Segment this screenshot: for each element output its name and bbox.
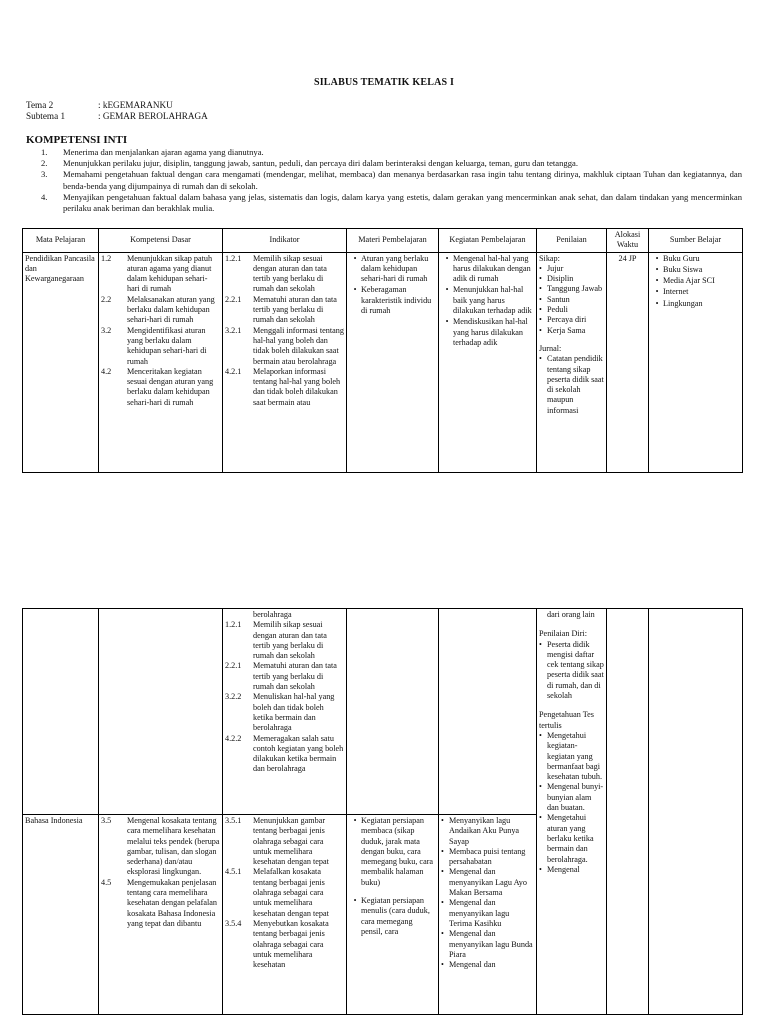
bullet-icon: • <box>539 354 542 364</box>
header-sumber-belajar: Sumber Belajar <box>649 229 743 253</box>
bullet-icon: • <box>441 867 444 877</box>
ki-text: Menyajikan pengetahuan faktual dalam bahasa yang jelas, sistematis dan logis, dalam karya yang estetis, dalam gerakan yang mencerminkan anak sehat, dan dalam tindakan yang mencerminkan perilaku anak beriman dan berakhlak mulia. <box>63 191 742 214</box>
indikator-item-text: Mematuhi aturan dan tata tertib yang berlaku di rumah dan sekolah <box>253 294 337 325</box>
kegiatan-item <box>441 847 534 868</box>
indikator-item <box>225 734 344 775</box>
indikator-item-text: Melaporkan informasi tentang hal-hal yang boleh dan tidak boleh dilakukan saat bermain atau <box>253 366 341 407</box>
mapel-cell: Bahasa Indonesia <box>23 815 99 1015</box>
indikator-item <box>225 867 344 918</box>
bullet-icon: • <box>445 285 449 295</box>
kegiatan-item <box>441 898 534 929</box>
subtema-label: Subtema 1 <box>26 111 66 121</box>
indikator-item-text: Melafalkan kosakata tentang berbagai jenis olahraga sebagai cara untuk memelihara kesehatan dengan tepat <box>253 867 329 918</box>
kegiatan-item-text: Menunjukkan hal-hal baik yang harus dilakukan terhadap adik <box>453 285 532 316</box>
indikator-item-text: Memilih sikap sesuai dengan aturan dan tata tertib yang berlaku di rumah dan sekolah <box>253 620 327 661</box>
pengetahuan-item-text: Mengetahui kegiatan-kegiatan yang bermanfaat bagi kesehatan tubuh. <box>547 730 603 782</box>
bullet-icon: • <box>655 264 659 274</box>
indikator-item-number: 3.5.1 <box>225 816 242 825</box>
bullet-icon: • <box>539 782 542 792</box>
kompetensi-dasar-cell <box>99 252 223 472</box>
indikator-item-text: Memilih sikap sesuai dengan aturan dan tata tertib yang berlaku di rumah dan sekolah <box>253 253 327 294</box>
sumber-item <box>651 276 740 286</box>
sumber-item-list <box>651 254 740 309</box>
indikator-item-number: 4.2.2 <box>225 733 242 743</box>
materi-item-text: Keberagaman karakteristik individu di rumah <box>361 285 432 316</box>
jurnal-label: Jurnal: <box>539 343 562 353</box>
kd-item-text: Menunjukkan sikap patuh aturan agama yang dianut dalam kehidupan sehari-hari di rumah <box>127 253 213 294</box>
materi-item-text: Kegiatan persiapan membaca (sikap duduk, jarak mata dengan buku, cara memegang buku, cara membalik halaman buku) <box>361 816 434 887</box>
pengetahuan-item <box>539 782 604 813</box>
kegiatan-item-text: Membaca puisi tentang persahabatan <box>449 846 526 867</box>
ki-text: Memahami pengetahuan faktual dengan cara mengamati (mendengar, melihat, membaca) dan menanya berdasarkan rasa ingin tahu tentang dirinya, makhluk ciptaan Tuhan dan kegiatannya, dan benda-benda yang dijumpainya di rumah dan di sekolah. <box>63 169 742 191</box>
indikator-item-text: Menuliskan hal-hal yang boleh dan tidak boleh ketika bermain dan berolahraga <box>253 692 335 733</box>
kd-item-text: Melaksanakan aturan yang berlaku dalam kehidupan sehari-hari di rumah <box>127 294 215 325</box>
ki-item <box>26 192 742 214</box>
indikator-item-number: 2.2.1 <box>225 661 242 671</box>
bullet-icon: • <box>539 813 542 823</box>
materi-cell <box>347 815 439 1015</box>
sikap-item <box>539 315 604 325</box>
ki-number: 3. <box>41 169 48 180</box>
bullet-icon: • <box>539 315 542 325</box>
bullet-icon: • <box>441 929 444 939</box>
kd-item <box>101 878 220 929</box>
materi-cell <box>347 609 439 815</box>
sikap-item-text: Jujur <box>547 263 564 273</box>
bullet-icon: • <box>655 287 659 297</box>
kegiatan-item-list <box>441 254 534 349</box>
pengetahuan-item <box>539 731 604 782</box>
kd-item-text: Menceritakan kegiatan sesuai dengan aturan yang berlaku dalam kehidupan sehari-hari di rumah <box>127 366 214 407</box>
kegiatan-item <box>441 867 534 898</box>
indikator-item <box>225 367 344 408</box>
penilaian-diri-item-text: Peserta didik mengisi daftar cek tentang sikap peserta didik saat di rumah, dan di sekolah <box>547 639 604 701</box>
bullet-icon: • <box>539 263 542 273</box>
kd-item <box>101 326 220 367</box>
materi-cell <box>347 252 439 472</box>
sikap-item-text: Santun <box>547 294 570 304</box>
header-penilaian: Penilaian <box>537 229 607 253</box>
sumber-item <box>651 265 740 275</box>
pengetahuan-label: Pengetahuan Tes tertulis <box>539 710 594 730</box>
table-row <box>23 252 743 472</box>
penilaian-cell <box>537 609 607 1015</box>
sumber-item <box>651 287 740 297</box>
kegiatan-item <box>441 816 534 847</box>
ki-item <box>26 158 742 169</box>
page-title: SILABUS TEMATIK KELAS I <box>313 77 455 88</box>
sikap-label: Sikap: <box>539 253 560 263</box>
penilaian-diri-item-list <box>539 640 604 702</box>
bullet-icon: • <box>539 325 542 335</box>
indikator-item <box>225 254 344 295</box>
indikator-item-number: 2.2.1 <box>225 294 242 304</box>
jurnal-item <box>539 354 604 416</box>
kegiatan-item <box>441 285 534 316</box>
bullet-icon: • <box>353 285 357 295</box>
kd-item-number: 1.2 <box>101 253 112 263</box>
kd-item-number: 4.2 <box>101 366 112 376</box>
kegiatan-cell <box>439 609 537 815</box>
materi-item <box>349 816 436 888</box>
indikator-item-text: Menunjukkan gambar tentang berbagai jenis olahraga sebagai cara untuk memelihara kesehatan dengan tepat <box>253 816 329 867</box>
syllabus-table <box>22 228 743 473</box>
header-mata-pelajaran: Mata Pelajaran <box>23 229 99 253</box>
sumber-belajar-cell <box>649 609 743 1015</box>
indikator-item <box>225 295 344 326</box>
ki-number: 2. <box>41 158 48 169</box>
bullet-icon: • <box>441 846 444 856</box>
bullet-icon: • <box>539 639 542 649</box>
kegiatan-item <box>441 929 534 960</box>
bullet-icon: • <box>353 253 357 263</box>
ki-item <box>26 169 742 191</box>
indikator-item-number: 3.5.4 <box>225 918 242 928</box>
bullet-icon: • <box>655 298 659 308</box>
kegiatan-item-text: Menyanyikan lagu Andaikan Aku Punya Sayap <box>449 816 520 846</box>
indikator-item-text: Memeragakan salah satu contoh kegiatan yang boleh dilakukan ketika bermain dan berolahraga <box>253 733 344 774</box>
sikap-item-text: Disiplin <box>547 274 574 284</box>
indikator-item-number: 1.2.1 <box>225 620 242 630</box>
tema-row <box>26 100 208 111</box>
alokasi-cell: 24 JP <box>607 252 649 472</box>
bullet-icon: • <box>539 294 542 304</box>
kd-item-number: 3.5 <box>101 816 112 825</box>
materi-item-text: Kegiatan persiapan menulis (cara duduk, cara memegang pensil, cara <box>361 896 430 936</box>
sumber-item-text: Internet <box>663 287 689 297</box>
table-row <box>23 609 743 815</box>
indikator-cell <box>223 815 347 1015</box>
materi-item <box>349 285 436 316</box>
kegiatan-item-text: Mengenal hal-hal yang harus dilakukan dengan adik di rumah <box>453 253 531 284</box>
indikator-item <box>225 919 344 970</box>
kegiatan-cell <box>439 815 537 1015</box>
bullet-icon: • <box>441 816 444 825</box>
sumber-item-text: Media Ajar SCI <box>663 276 715 286</box>
sikap-item <box>539 326 604 336</box>
sikap-item-list <box>539 264 604 336</box>
kompetensi-dasar-cell <box>99 815 223 1015</box>
bullet-icon: • <box>353 896 357 906</box>
penilaian-diri-label: Penilaian Diri: <box>539 629 587 639</box>
bullet-icon: • <box>539 284 542 294</box>
sumber-belajar-cell <box>649 252 743 472</box>
kegiatan-item <box>441 317 534 348</box>
kegiatan-item-text: Mengenal dan <box>449 960 496 970</box>
indikator-item <box>225 326 344 367</box>
kompetensi-inti-list <box>26 147 742 214</box>
mapel-cell <box>23 609 99 815</box>
indikator-item-number: 1.2.1 <box>225 253 242 263</box>
alokasi-cell <box>607 609 649 1015</box>
kd-item <box>101 816 220 878</box>
pengetahuan-item-list <box>539 731 604 875</box>
bullet-icon: • <box>655 276 659 286</box>
ki-text: Menunjukkan perilaku jujur, disiplin, tanggung jawab, santun, peduli, dan percaya diri dalam berinteraksi dengan keluarga, teman, guru dan tetangga. <box>63 158 578 169</box>
kegiatan-cell <box>439 252 537 472</box>
pengetahuan-item <box>539 865 604 875</box>
kegiatan-item <box>441 254 534 285</box>
materi-item <box>349 254 436 285</box>
pengetahuan-item-text: Mengenal <box>547 864 580 874</box>
tema-label: Tema 2 <box>26 100 54 110</box>
indikator-item-text: Menggali informasi tentang hal-hal yang boleh dan tidak boleh dilakukan saat bermain atau berolahraga <box>253 325 344 366</box>
bullet-icon: • <box>445 253 449 263</box>
jurnal-item-list <box>539 354 604 416</box>
kd-item-text: Mengenal kosakata tentang cara memelihara kesehatan melalui teks pendek (berupa gambar, tulisan, dan slogan sederhana) dan/atau eksplorasi lingkungan. <box>127 816 220 877</box>
penilaian-diri-item <box>539 640 604 702</box>
materi-item <box>349 896 436 937</box>
sikap-item <box>539 295 604 305</box>
indikator-item <box>225 816 344 867</box>
indikator-item <box>225 661 344 692</box>
table-header-row <box>23 229 743 253</box>
bullet-icon: • <box>445 317 449 327</box>
ki-number: 4. <box>41 191 48 202</box>
header-indikator: Indikator <box>223 229 347 253</box>
sikap-item-text: Percaya diri <box>547 315 587 325</box>
kd-item-number: 4.5 <box>101 877 112 887</box>
kegiatan-item-text: Mengenal dan menyanyikan lagu Bunda Piara <box>449 929 533 959</box>
penilaian-continuation: dari orang lain <box>547 610 595 619</box>
jurnal-item-text: Catatan pendidik tentang sikap peserta didik saat di sekolah maupun informasi <box>547 354 604 415</box>
mapel-cell: Pendidikan Pancasila dan Kewarganegaraan <box>23 252 99 472</box>
indikator-item <box>225 692 344 733</box>
kd-item-text: Mengemukakan penjelasan tentang cara memelihara kesehatan dengan pelafalan kosakata Bahasa Indonesia yang tepat dan dibantu <box>127 877 218 928</box>
kegiatan-item-list <box>441 816 534 970</box>
materi-item-list <box>349 254 436 317</box>
indikator-cell <box>223 609 347 815</box>
kd-item-number: 3.2 <box>101 325 112 335</box>
header-alokasi-waktu: Alokasi Waktu <box>607 229 649 253</box>
sikap-item <box>539 264 604 274</box>
sumber-item-text: Buku Guru <box>663 253 700 263</box>
syllabus-table-continued <box>22 608 743 1015</box>
kd-item <box>101 254 220 295</box>
indikator-continuation: berolahraga <box>253 610 292 619</box>
kd-item-number: 2.2 <box>101 294 112 304</box>
header-kegiatan: Kegiatan Pembelajaran <box>439 229 537 253</box>
header-materi: Materi Pembelajaran <box>347 229 439 253</box>
bullet-icon: • <box>539 274 542 284</box>
kegiatan-item-text: Mengenal dan menyanyikan Lagu Ayo Makan Bersama <box>449 867 527 898</box>
bullet-icon: • <box>441 960 444 970</box>
bullet-icon: • <box>539 864 542 874</box>
materi-item-text: Aturan yang berlaku dalam kehidupan sehari-hari di rumah <box>361 253 429 284</box>
kompetensi-dasar-cell <box>99 609 223 815</box>
indikator-item-number: 3.2.1 <box>225 325 242 335</box>
sikap-item-text: Peduli <box>547 305 568 315</box>
sumber-item-text: Lingkungan <box>663 298 703 308</box>
header-kompetensi-dasar: Kompetensi Dasar <box>99 229 223 253</box>
spacer <box>539 336 604 344</box>
sikap-item-text: Tanggung Jawab <box>547 284 603 294</box>
sikap-item <box>539 284 604 294</box>
ki-text: Menerima dan menjalankan ajaran agama yang dianutnya. <box>63 147 264 157</box>
penilaian-cell <box>537 252 607 472</box>
kegiatan-item-text: Mendiskusikan hal-hal yang harus dilakukan terhadap adik <box>453 317 528 347</box>
indikator-item-number: 3.2.2 <box>225 692 242 702</box>
subtema-value: : GEMAR BEROLAHRAGA <box>98 111 208 121</box>
bullet-icon: • <box>539 730 542 740</box>
pengetahuan-item-text: Mengetahui aturan yang berlaku ketika bermain dan berolahraga. <box>547 813 594 864</box>
indikator-item-text: Menyebutkan kosakata tentang berbagai jenis olahraga sebagai cara untuk memelihara kesehatan <box>253 918 329 970</box>
indikator-item <box>225 620 344 661</box>
pengetahuan-item-text: Mengenal bunyi-bunyian alam dan buatan. <box>547 782 604 813</box>
materi-item-list <box>349 816 436 937</box>
kompetensi-inti-heading: KOMPETENSI INTI <box>26 134 128 146</box>
bullet-icon: • <box>539 305 542 315</box>
spacer <box>539 701 604 710</box>
kegiatan-item <box>441 960 534 970</box>
kd-item-text: Mengidentifikasi aturan yang berlaku dalam kehidupan sehari-hari di rumah <box>127 325 207 366</box>
sumber-item-text: Buku Siswa <box>663 264 703 274</box>
sumber-item <box>651 299 740 309</box>
tema-value: : kEGEMARANKU <box>98 100 173 110</box>
indikator-item-text: Mematuhi aturan dan tata tertib yang berlaku di rumah dan sekolah <box>253 661 337 692</box>
ki-number: 1. <box>41 147 48 157</box>
ki-item <box>26 147 742 158</box>
bullet-icon: • <box>353 816 357 825</box>
sumber-item <box>651 254 740 264</box>
bullet-icon: • <box>655 253 659 263</box>
indikator-cell <box>223 252 347 472</box>
pengetahuan-item <box>539 813 604 864</box>
kegiatan-item-text: Mengenal dan menyanyikan lagu Terima Kasihku <box>449 898 510 928</box>
sikap-item <box>539 305 604 315</box>
subtema-row <box>26 111 208 122</box>
sikap-item <box>539 274 604 284</box>
sikap-item-text: Kerja Sama <box>547 325 586 335</box>
indikator-item-number: 4.5.1 <box>225 867 242 877</box>
indikator-item-number: 4.2.1 <box>225 366 242 376</box>
kd-item <box>101 367 220 408</box>
theme-info <box>26 100 208 122</box>
kd-item <box>101 295 220 326</box>
bullet-icon: • <box>441 898 444 908</box>
